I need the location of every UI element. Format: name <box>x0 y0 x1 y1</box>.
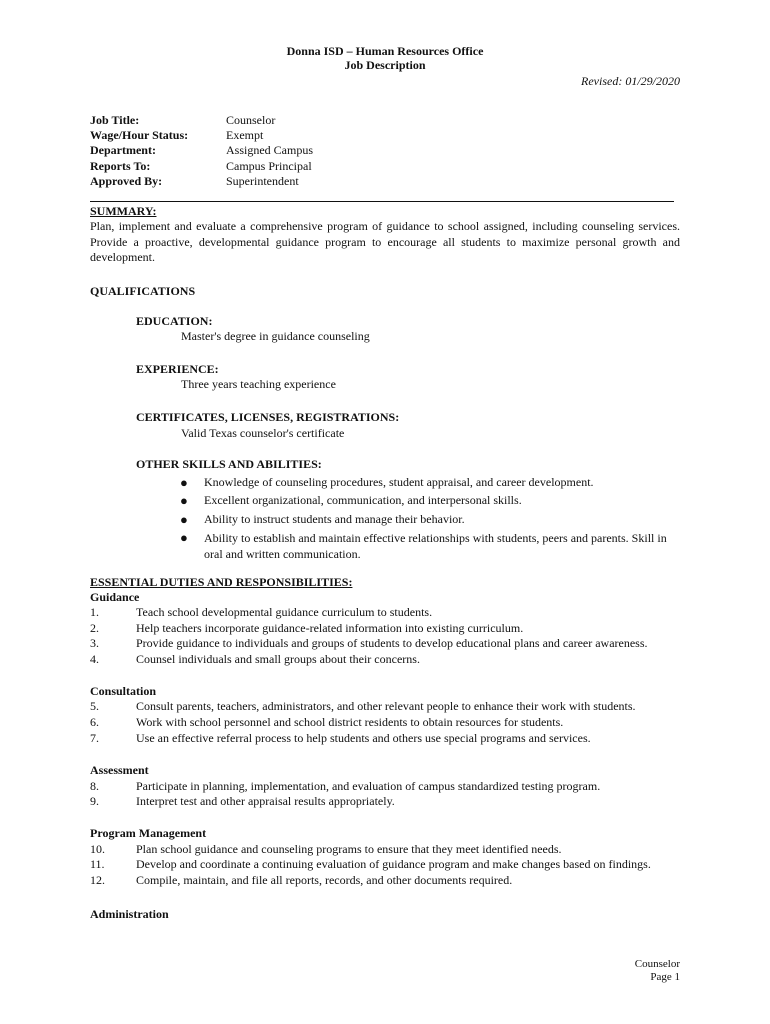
duty-number: 11. <box>90 857 105 871</box>
department-label: Department: <box>90 143 156 157</box>
duty-number: 10. <box>90 842 105 856</box>
section-title-program-management: Program Management <box>90 826 207 840</box>
duty-number: 1. <box>90 605 99 619</box>
experience-heading: EXPERIENCE: <box>136 362 219 376</box>
footer-page-number: Page 1 <box>650 971 680 983</box>
skill-text: Excellent organizational, communication, and interpersonal skills. <box>204 493 522 507</box>
duty-number: 6. <box>90 715 99 729</box>
duty-text: Participate in planning, implementation, and evaluation of campus standardized testing program. <box>136 779 601 793</box>
department-value: Assigned Campus <box>226 143 313 157</box>
duty-number: 2. <box>90 621 99 635</box>
duty-text: Plan school guidance and counseling programs to ensure that they meet identified needs. <box>136 842 562 856</box>
duty-number: 8. <box>90 779 99 793</box>
job-title-label: Job Title: <box>90 113 140 127</box>
duty-text: Work with school personnel and school district residents to obtain resources for students. <box>136 715 564 729</box>
duty-text: Use an effective referral process to help students and others use special programs and services. <box>136 731 591 745</box>
divider <box>90 201 674 202</box>
section-title-consultation: Consultation <box>90 684 157 698</box>
duty-number: 9. <box>90 794 99 808</box>
certificates-text: Valid Texas counselor's certificate <box>181 426 345 440</box>
skill-text: Ability to instruct students and manage their behavior. <box>204 512 465 526</box>
duty-text: Help teachers incorporate guidance-related information into existing curriculum. <box>136 621 524 635</box>
duty-text: Provide guidance to individuals and groups of students to develop educational plans and career awareness. <box>136 636 648 650</box>
approved-by-label: Approved By: <box>90 174 163 188</box>
duty-text: Compile, maintain, and file all reports, records, and other documents required. <box>136 873 513 887</box>
bullet-icon: ● <box>180 493 188 508</box>
skills-heading: OTHER SKILLS AND ABILITIES: <box>136 457 322 471</box>
footer-doc-name: Counselor <box>634 958 680 970</box>
experience-text: Three years teaching experience <box>181 377 336 391</box>
bullet-icon: ● <box>180 475 188 490</box>
section-title-guidance: Guidance <box>90 590 140 604</box>
duty-number: 4. <box>90 652 99 666</box>
skill-text: Knowledge of counseling procedures, student appraisal, and career development. <box>204 475 594 489</box>
section-title-administration: Administration <box>90 907 169 921</box>
duty-number: 3. <box>90 636 99 650</box>
reports-to-value: Campus Principal <box>226 159 312 173</box>
duty-number: 5. <box>90 699 99 713</box>
summary-heading: SUMMARY: <box>90 204 157 218</box>
revised-date: Revised: 01/29/2020 <box>581 74 680 88</box>
bullet-icon: ● <box>180 530 188 545</box>
duties-heading: ESSENTIAL DUTIES AND RESPONSIBILITIES: <box>90 575 353 589</box>
duty-number: 7. <box>90 731 99 745</box>
duty-text: Teach school developmental guidance curriculum to students. <box>136 605 433 619</box>
duty-text: Interpret test and other appraisal results appropriately. <box>136 794 395 808</box>
duty-text: Develop and coordinate a continuing evaluation of guidance program and make changes based on findings. <box>136 857 651 871</box>
approved-by-value: Superintendent <box>226 174 299 188</box>
duty-text: Counsel individuals and small groups about their concerns. <box>136 652 420 666</box>
org-title: Donna ISD – Human Resources Office <box>286 44 484 58</box>
summary-text: Plan, implement and evaluate a comprehensive program of guidance to school assigned, including counseling services. Provide a proactive, developmental guidance program to encourage all students to maximize personal growth and development. <box>90 219 680 264</box>
certificates-heading: CERTIFICATES, LICENSES, REGISTRATIONS: <box>136 410 400 424</box>
section-title-assessment: Assessment <box>90 763 149 777</box>
education-text: Master's degree in guidance counseling <box>181 329 370 343</box>
wage-status-label: Wage/Hour Status: <box>90 128 189 142</box>
reports-to-label: Reports To: <box>90 159 151 173</box>
qualifications-heading: QUALIFICATIONS <box>90 284 196 298</box>
education-heading: EDUCATION: <box>136 314 213 328</box>
skill-text: Ability to establish and maintain effective relationships with students, peers and parents. Skill in oral and written communication. <box>204 531 667 561</box>
doc-type: Job Description <box>344 58 426 72</box>
wage-status-value: Exempt <box>226 128 264 142</box>
duty-number: 12. <box>90 873 105 887</box>
job-title-value: Counselor <box>226 113 276 127</box>
bullet-icon: ● <box>180 512 188 527</box>
duty-text: Consult parents, teachers, administrators, and other relevant people to enhance their work with students. <box>136 699 636 713</box>
